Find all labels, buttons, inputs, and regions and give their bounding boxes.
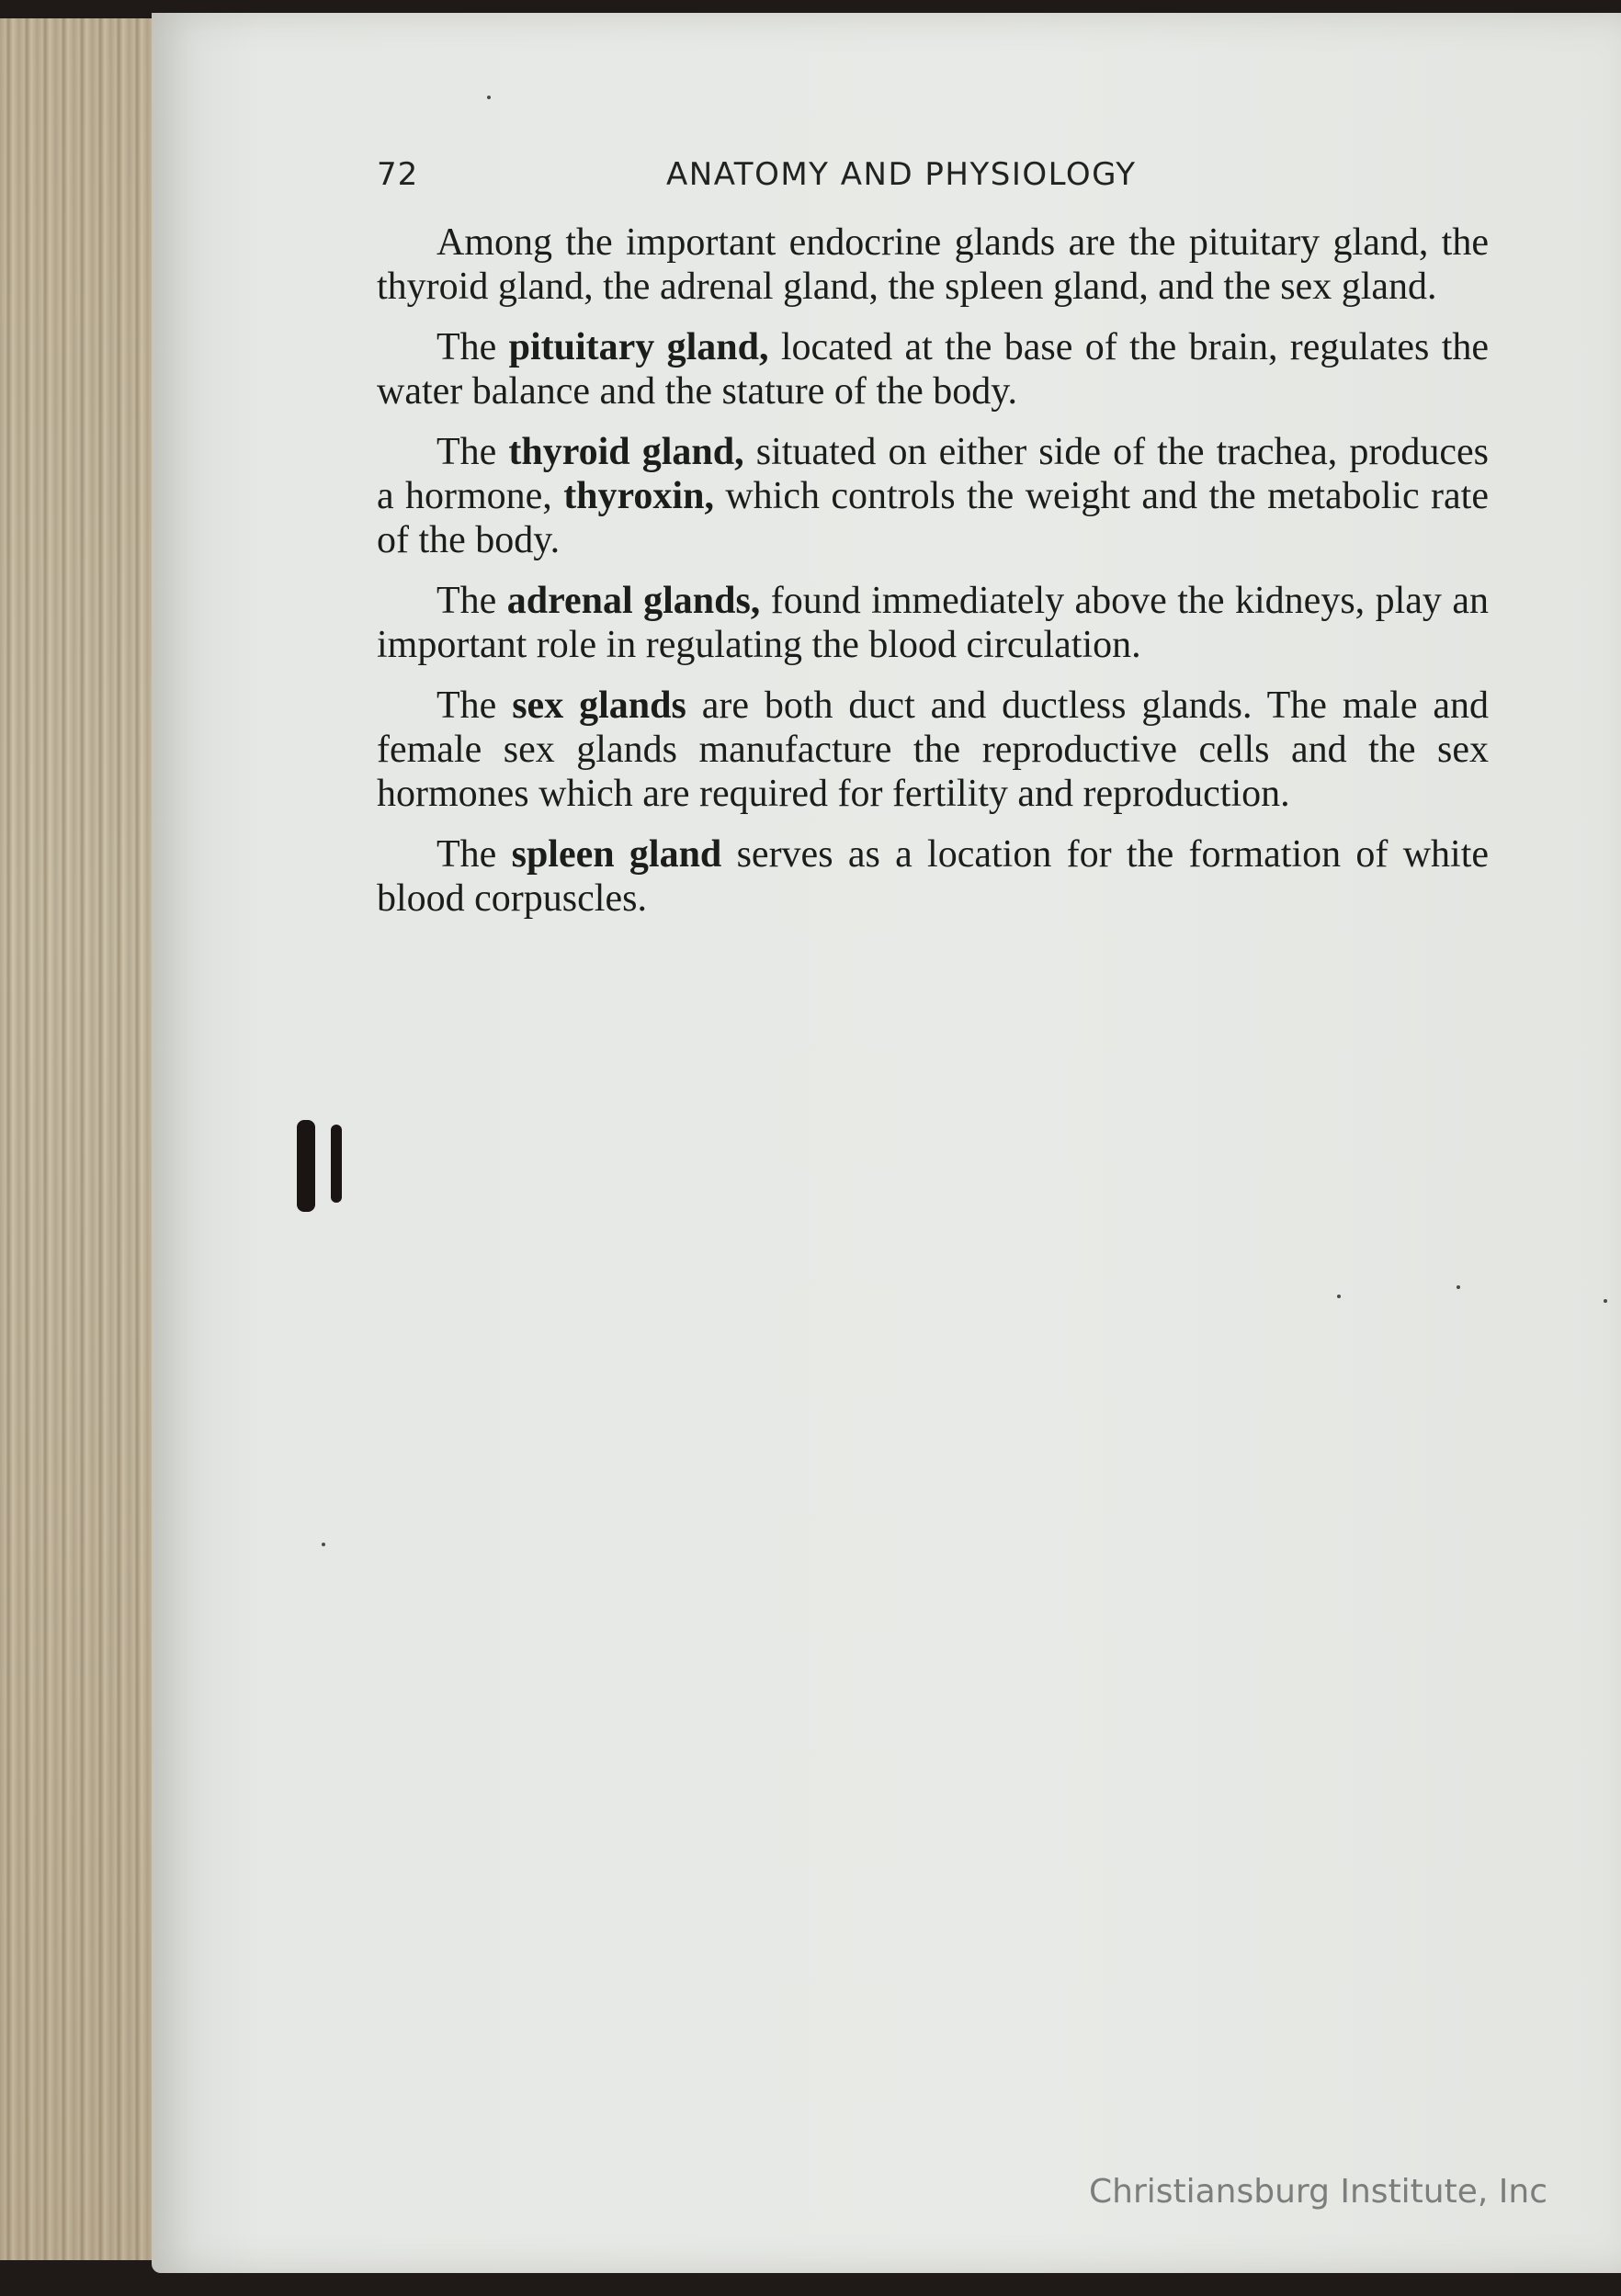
paragraph-text: The — [436, 684, 513, 727]
paragraph — [377, 684, 1489, 816]
paragraph-text: The — [436, 833, 512, 876]
bold-term: thyroid gland, — [508, 431, 744, 473]
paragraph-text: serves as a location for the formation of white blood corpuscles. — [377, 833, 1490, 920]
paragraph-text: are both duct and ductless glands. The male and female sex glands manufacture the reproductive cells and the sex hormones which are required for fertility and reproduction. — [377, 684, 1489, 815]
binding-mark — [297, 1120, 315, 1212]
paragraph-text: situated on either side of the trachea, produces a hormone, — [377, 431, 1490, 517]
bold-term: pituitary gland, — [508, 326, 769, 368]
paragraph-text: located at the base of the brain, regulates the water balance and the stature of the body. — [377, 326, 1490, 413]
paper-speck — [1604, 1299, 1607, 1303]
bold-term: sex glands — [512, 684, 686, 727]
paragraph — [377, 832, 1489, 921]
paragraph — [377, 325, 1489, 413]
body-text — [377, 221, 1489, 937]
paper-speck — [487, 96, 491, 99]
paragraph-text: Among the important endocrine glands are the pituitary gland, the thyroid gland, the adrenal gland, the spleen gland, and the sex gland. — [377, 221, 1489, 308]
paragraph-text: found immediately above the kidneys, play an important role in regulating the blood circulation. — [377, 580, 1489, 666]
paper-speck — [322, 1543, 325, 1546]
running-title: ANATOMY AND PHYSIOLOGY — [666, 156, 1137, 193]
binding-mark — [331, 1125, 342, 1203]
paper-speck — [1457, 1285, 1460, 1289]
paragraph-text: The — [436, 580, 507, 622]
paragraph-text: The — [436, 431, 509, 473]
bold-term: thyroxin, — [563, 475, 714, 517]
watermark: Christiansburg Institute, Inc — [1088, 2173, 1547, 2211]
paragraph-text: which controls the weight and the metabolic rate of the body. — [377, 475, 1489, 561]
paragraph-text: The — [436, 326, 509, 368]
paragraph — [377, 579, 1489, 667]
paragraph — [377, 430, 1489, 562]
paper-speck — [1337, 1295, 1341, 1298]
bold-term: adrenal glands, — [506, 580, 761, 622]
page-number: 72 — [377, 156, 419, 193]
running-head — [377, 156, 1489, 197]
bold-term: spleen gland — [511, 833, 722, 876]
paragraph — [377, 221, 1489, 309]
